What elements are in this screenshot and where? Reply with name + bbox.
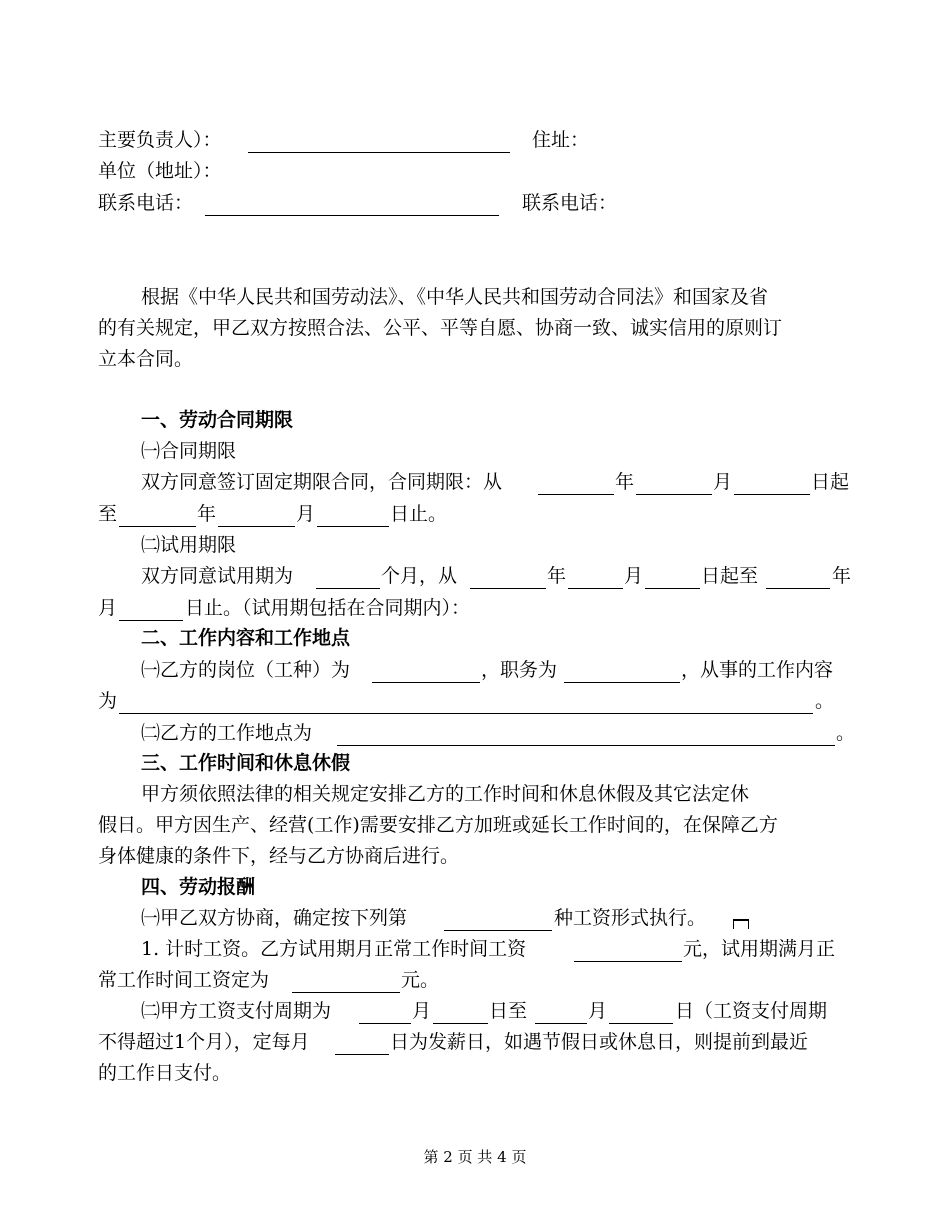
pay-cycle-line-2	[0, 1027, 950, 1057]
preamble-line-1	[0, 282, 950, 312]
probation-text: 个月，从	[381, 565, 458, 587]
pay-text: 日（工资支付周期	[675, 1000, 828, 1022]
probation-start-day-blank[interactable]	[645, 588, 700, 589]
start-year-blank[interactable]	[538, 494, 614, 495]
section-title: 二、工作内容和工作地点	[141, 627, 351, 649]
party-a-phone-label: 联系电话：	[98, 192, 194, 214]
phone-line	[0, 188, 950, 218]
wage-text: 常工作时间工资定为	[98, 969, 270, 991]
day-to-label: 日起至	[701, 565, 759, 587]
section-4-title	[0, 872, 950, 902]
period: 。	[836, 722, 856, 744]
subheading: ㈠合同期限	[141, 440, 237, 462]
probation-wage-blank[interactable]	[574, 961, 682, 962]
month-label: 月	[412, 1000, 432, 1022]
subheading: ㈡试用期限	[141, 534, 237, 556]
job-line-2	[0, 686, 950, 716]
period: 。	[815, 690, 835, 712]
pay-cycle-end-month-blank[interactable]	[535, 1023, 587, 1024]
section-title: 四、劳动报酬	[141, 876, 256, 898]
probation-months-blank[interactable]	[316, 588, 380, 589]
payday-blank[interactable]	[335, 1054, 389, 1055]
section-title: 一、劳动合同期限	[141, 409, 294, 431]
pay-cycle-start-month-blank[interactable]	[359, 1023, 411, 1024]
wage-text: 元，试用期满月正	[683, 938, 836, 960]
end-month-blank[interactable]	[218, 526, 295, 527]
pay-text: ㈡甲方工资支付周期为	[141, 1000, 332, 1022]
preamble-text: 的有关规定，甲乙双方按照合法、公平、平等自愿、协商一致、诚实信用的原则订	[98, 317, 783, 339]
start-month-blank[interactable]	[636, 494, 712, 495]
probation-subheading	[0, 530, 950, 560]
worktime-text: 身体健康的条件下，经与乙方协商后进行。	[98, 845, 460, 867]
party-b-address-label: 住址：	[532, 129, 590, 151]
party-a-rep-blank[interactable]	[248, 152, 510, 153]
worktime-text: 甲方须依照法律的相关规定安排乙方的工作时间和休息休假及其它法定休	[141, 783, 750, 805]
job-text: ，从事的工作内容	[681, 659, 834, 681]
regular-wage-blank[interactable]	[292, 992, 400, 993]
worktime-text: 假日。甲方因生产、经营(工作)需要安排乙方加班或延长工作时间的，在保障乙方	[98, 814, 778, 836]
month-label: 月	[624, 565, 644, 587]
end-day-blank[interactable]	[317, 526, 389, 527]
party-a-address-label: 单位（地址）：	[98, 160, 222, 182]
section-title: 三、工作时间和休息休假	[141, 752, 351, 774]
worktime-line-3	[0, 841, 950, 871]
to-label: 至	[98, 503, 118, 525]
party-a-rep-label: 主要负责人）：	[98, 129, 222, 151]
pay-text: 日为发薪日，如遇节假日或休息日，则提前到最近	[390, 1031, 809, 1053]
pay-text: 的工作日支付。	[98, 1062, 232, 1084]
worktime-line-2	[0, 810, 950, 840]
probation-line-2	[0, 593, 950, 623]
job-text: ㈠乙方的岗位（工种）为	[141, 659, 351, 681]
year-label: 年	[615, 471, 635, 493]
edit-mark	[733, 919, 749, 929]
party-a-address-line	[0, 156, 950, 186]
job-text: 为	[98, 690, 118, 712]
probation-start-month-blank[interactable]	[568, 588, 623, 589]
preamble-text: 根据《中华人民共和国劳动法》、《中华人民共和国劳动合同法》和国家及省	[141, 286, 769, 308]
pay-cycle-end-day-blank[interactable]	[609, 1023, 673, 1024]
preamble-line-3	[0, 344, 950, 374]
section-1-title	[0, 405, 950, 435]
contract-term-line-1	[0, 467, 950, 497]
work-location-line	[0, 718, 950, 748]
probation-start-year-blank[interactable]	[470, 588, 546, 589]
pay-cycle-line-3	[0, 1058, 950, 1088]
term-text: 双方同意签订固定期限合同，合同期限：从	[141, 471, 503, 493]
work-content-blank[interactable]	[119, 713, 813, 714]
wage-form-blank[interactable]	[444, 930, 552, 931]
year-label: 年	[197, 503, 217, 525]
party-a-phone-blank[interactable]	[205, 215, 499, 216]
day-label: 日起	[811, 471, 850, 493]
wage-form-line	[0, 903, 950, 933]
job-text: ，职务为	[481, 659, 558, 681]
party-a-representative-line	[0, 125, 950, 155]
wage-text: ㈠甲乙双方协商，确定按下列第	[141, 907, 408, 929]
preamble-line-2	[0, 313, 950, 343]
year-label: 年	[832, 565, 852, 587]
pay-text: 不得超过1个月），定每月	[98, 1031, 310, 1053]
wage-text: 种工资形式执行。	[554, 907, 707, 929]
preamble-text: 立本合同。	[98, 348, 194, 370]
wage-text: 1. 计时工资。乙方试用期月正常工作时间工资	[141, 938, 527, 960]
job-position-blank[interactable]	[372, 682, 480, 683]
contract-term-subheading	[0, 436, 950, 466]
day-to-label: 日至	[489, 1000, 528, 1022]
party-b-phone-label: 联系电话：	[522, 192, 618, 214]
year-label: 年	[547, 565, 567, 587]
probation-text: 双方同意试用期为	[141, 565, 294, 587]
probation-line-1	[0, 561, 950, 591]
pay-cycle-start-day-blank[interactable]	[433, 1023, 488, 1024]
contract-term-line-2	[0, 499, 950, 529]
start-day-blank[interactable]	[734, 494, 810, 495]
probation-end-year-blank[interactable]	[766, 588, 830, 589]
page-number-footer: 第 2 页 共 4 页	[423, 1148, 527, 1166]
month-label: 月	[296, 503, 316, 525]
pay-cycle-line-1	[0, 996, 950, 1026]
job-line-1	[0, 655, 950, 685]
section-3-title	[0, 748, 950, 778]
probation-end-month-blank[interactable]	[119, 620, 183, 621]
probation-note: 日止。（试用期包括在合同期内）：	[185, 597, 471, 619]
job-title-blank[interactable]	[564, 682, 680, 683]
day-end-label: 日止。	[390, 503, 448, 525]
work-location-blank[interactable]	[337, 745, 835, 746]
job-text: ㈡乙方的工作地点为	[141, 722, 313, 744]
section-2-title	[0, 623, 950, 653]
month-label: 月	[98, 597, 118, 619]
worktime-line-1	[0, 779, 950, 809]
hourly-wage-line-1	[0, 934, 950, 964]
end-year-blank[interactable]	[119, 526, 196, 527]
wage-text: 元。	[401, 969, 440, 991]
hourly-wage-line-2	[0, 965, 950, 995]
month-label: 月	[713, 471, 733, 493]
month-label: 月	[588, 1000, 608, 1022]
